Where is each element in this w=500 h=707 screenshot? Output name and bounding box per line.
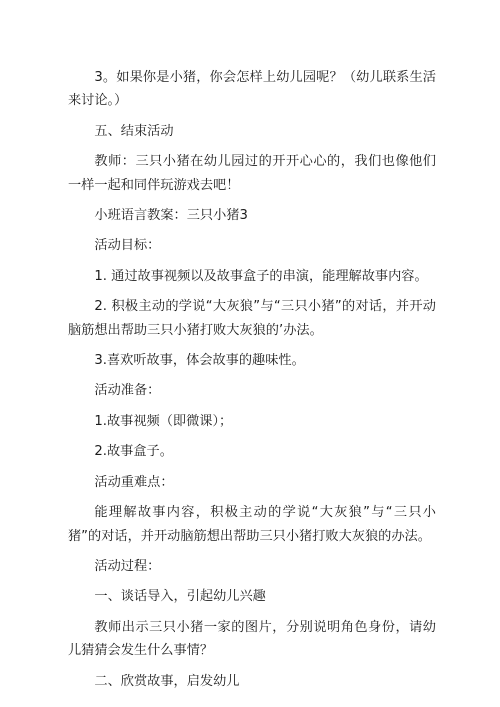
process-step-1-heading: 一、谈话导入，引起幼儿兴趣	[94, 589, 266, 605]
section-heading-end-activity: 五、结束活动	[94, 123, 174, 139]
process-step-2-heading: 二、欣赏故事，启发幼儿	[94, 673, 240, 689]
paragraph-discussion-question: 3。如果你是小猪，你会怎样上幼儿园呢？（幼儿联系生活来讨论。）	[68, 70, 436, 109]
heading-key-points: 活动重难点：	[94, 474, 174, 490]
goal-item-1: 1. 通过故事视频以及故事盒子的串演，能理解故事内容。	[94, 268, 428, 284]
preparation-item-2: 2.故事盒子。	[94, 444, 173, 460]
paragraph-teacher-shows-pictures: 教师出示三只小猪一家的图片，分别说明角色身份，请幼儿猜猜会发生什么事情？	[68, 619, 436, 659]
document-body	[68, 66, 436, 693]
preparation-item-1: 1.故事视频（即微课）；	[94, 413, 233, 429]
goal-item-3: 3.喜欢听故事，体会故事的趣味性。	[94, 353, 305, 369]
goal-item-2: 2. 积极主动的学说“大灰狼”与“三只小猪”的对话，并开动脑筋想出帮助三只小猪打败大灰狼的’办法。	[68, 299, 436, 338]
heading-activity-preparation: 活动准备：	[94, 383, 161, 399]
paragraph-teacher-closing: 教师：三只小猪在幼儿园过的开开心心的，我们也像他们一样一起和同伴玩游戏去吧！	[68, 154, 436, 193]
paragraph-key-points: 能理解故事内容，积极主动的学说“大灰狼”与“三只小猪”的对话，并开动脑筋想出帮助三只小猪打败大灰狼的办法。	[68, 505, 436, 544]
heading-activity-process: 活动过程：	[94, 558, 161, 574]
lesson-plan-title: 小班语言教案：三只小猪3	[94, 208, 248, 224]
heading-activity-goals: 活动目标：	[94, 238, 161, 254]
